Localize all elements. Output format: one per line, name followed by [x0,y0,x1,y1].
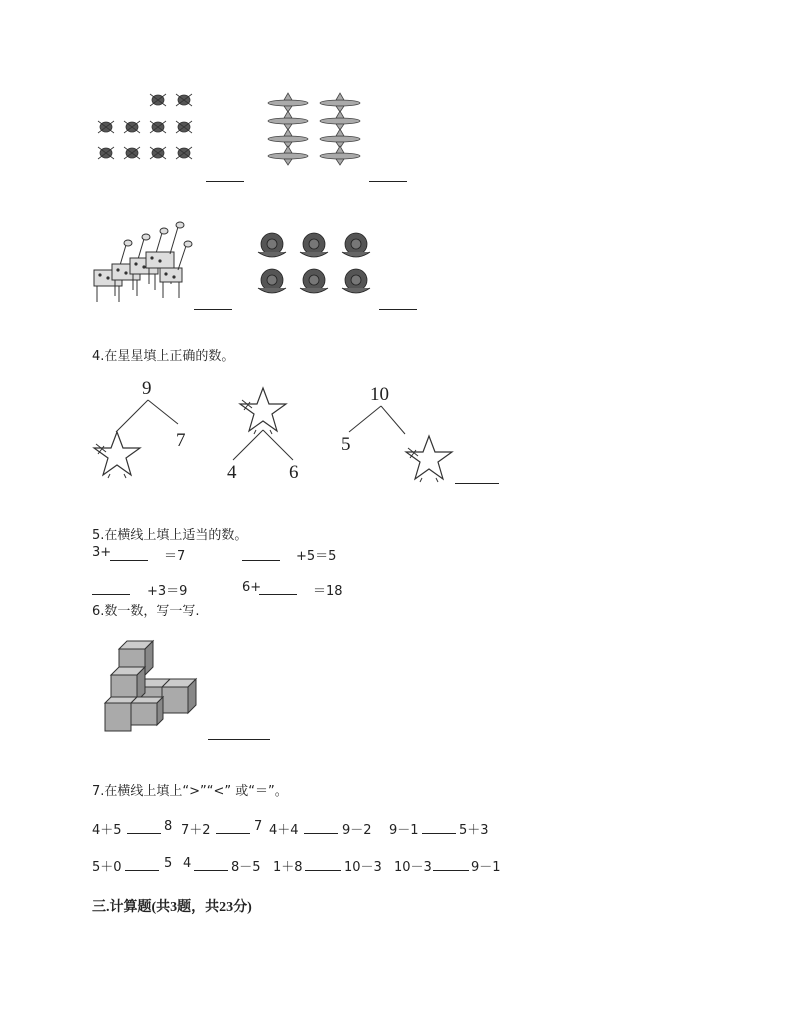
q7-r2-c2-left: 4 [183,856,192,871]
q7-r1-c2-blank[interactable] [216,833,250,834]
q7-r2-c4-blank[interactable] [433,870,469,871]
q7-r1-c2-right: 7 [254,819,263,834]
q6-answer-blank[interactable] [208,739,270,740]
tree2-right-number: 6 [289,462,299,483]
tree3-left-number: 5 [341,434,351,455]
star-answer-icon[interactable] [404,434,454,482]
q7-r1-c1-blank[interactable] [127,833,161,834]
giraffe-icon [92,220,197,305]
q5-eq2-suffix: +5＝5 [296,549,337,564]
answer-blank-roses[interactable] [379,309,417,310]
q7-r2-c3-blank[interactable] [305,870,341,871]
q5-eq1-suffix: ＝7 [164,549,186,564]
q5-eq4-blank[interactable] [259,594,297,595]
tree1-top-number: 9 [142,378,152,399]
q7-r1-c3-blank[interactable] [304,833,338,834]
cube-stack-figure [103,641,203,737]
q7-r2-c1-left: 5＋0 [92,860,122,875]
q7-r1-c4-blank[interactable] [422,833,456,834]
star-answer-icon[interactable] [238,386,288,434]
q5-title: 5.在横线上填上适当的数。 [92,528,248,543]
answer-blank-airplanes[interactable] [369,181,407,182]
q5-eq4-prefix: 6+ [242,580,262,595]
tree2-left-number: 4 [227,462,237,483]
q7-r1-c3-right: 9－2 [342,823,372,838]
q6-title: 6.数一数，写一写. [92,604,200,619]
answer-blank-ladybugs[interactable] [206,181,244,182]
section3-heading: 三.计算题(共3题，共23分) [92,900,252,915]
star-answer-icon[interactable] [92,430,142,478]
q7-r1-c1-left: 4＋5 [92,823,122,838]
q5-eq1-blank[interactable] [110,560,148,561]
q7-r2-c3-right: 10－3 [344,860,382,875]
q5-eq3-suffix: +3＝9 [147,584,188,599]
ladybug-icon [92,90,202,170]
q5-eq1-prefix: 3+ [92,545,112,560]
q7-r2-c1-right: 5 [164,856,173,871]
q7-r1-c1-right: 8 [164,819,173,834]
q5-eq4-suffix: ＝18 [313,584,343,599]
q7-r2-c4-right: 9－1 [471,860,501,875]
q7-r2-c1-blank[interactable] [125,870,159,871]
q4-title: 4.在星星填上正确的数。 [92,349,235,364]
tree3-top-number: 10 [370,384,389,405]
q7-r2-c3-left: 1＋8 [273,860,303,875]
q7-r2-c2-blank[interactable] [194,870,228,871]
rose-icon [252,228,382,303]
q7-r1-c2-left: 7＋2 [181,823,211,838]
q7-r1-c3-left: 4＋4 [269,823,299,838]
q7-r1-c4-left: 9－1 [389,823,419,838]
q7-r1-c4-right: 5＋3 [459,823,489,838]
q7-title: 7.在横线上填上“>”“<” 或“＝”。 [92,784,288,799]
q7-r2-c4-left: 10－3 [394,860,432,875]
answer-blank-giraffes[interactable] [194,309,232,310]
q7-r2-c2-right: 8－5 [231,860,261,875]
q5-eq3-blank[interactable] [92,594,130,595]
tree1-right-number: 7 [176,430,186,451]
q5-eq2-blank[interactable] [242,560,280,561]
q4-answer-blank[interactable] [455,483,499,484]
airplane-icon [260,93,370,168]
